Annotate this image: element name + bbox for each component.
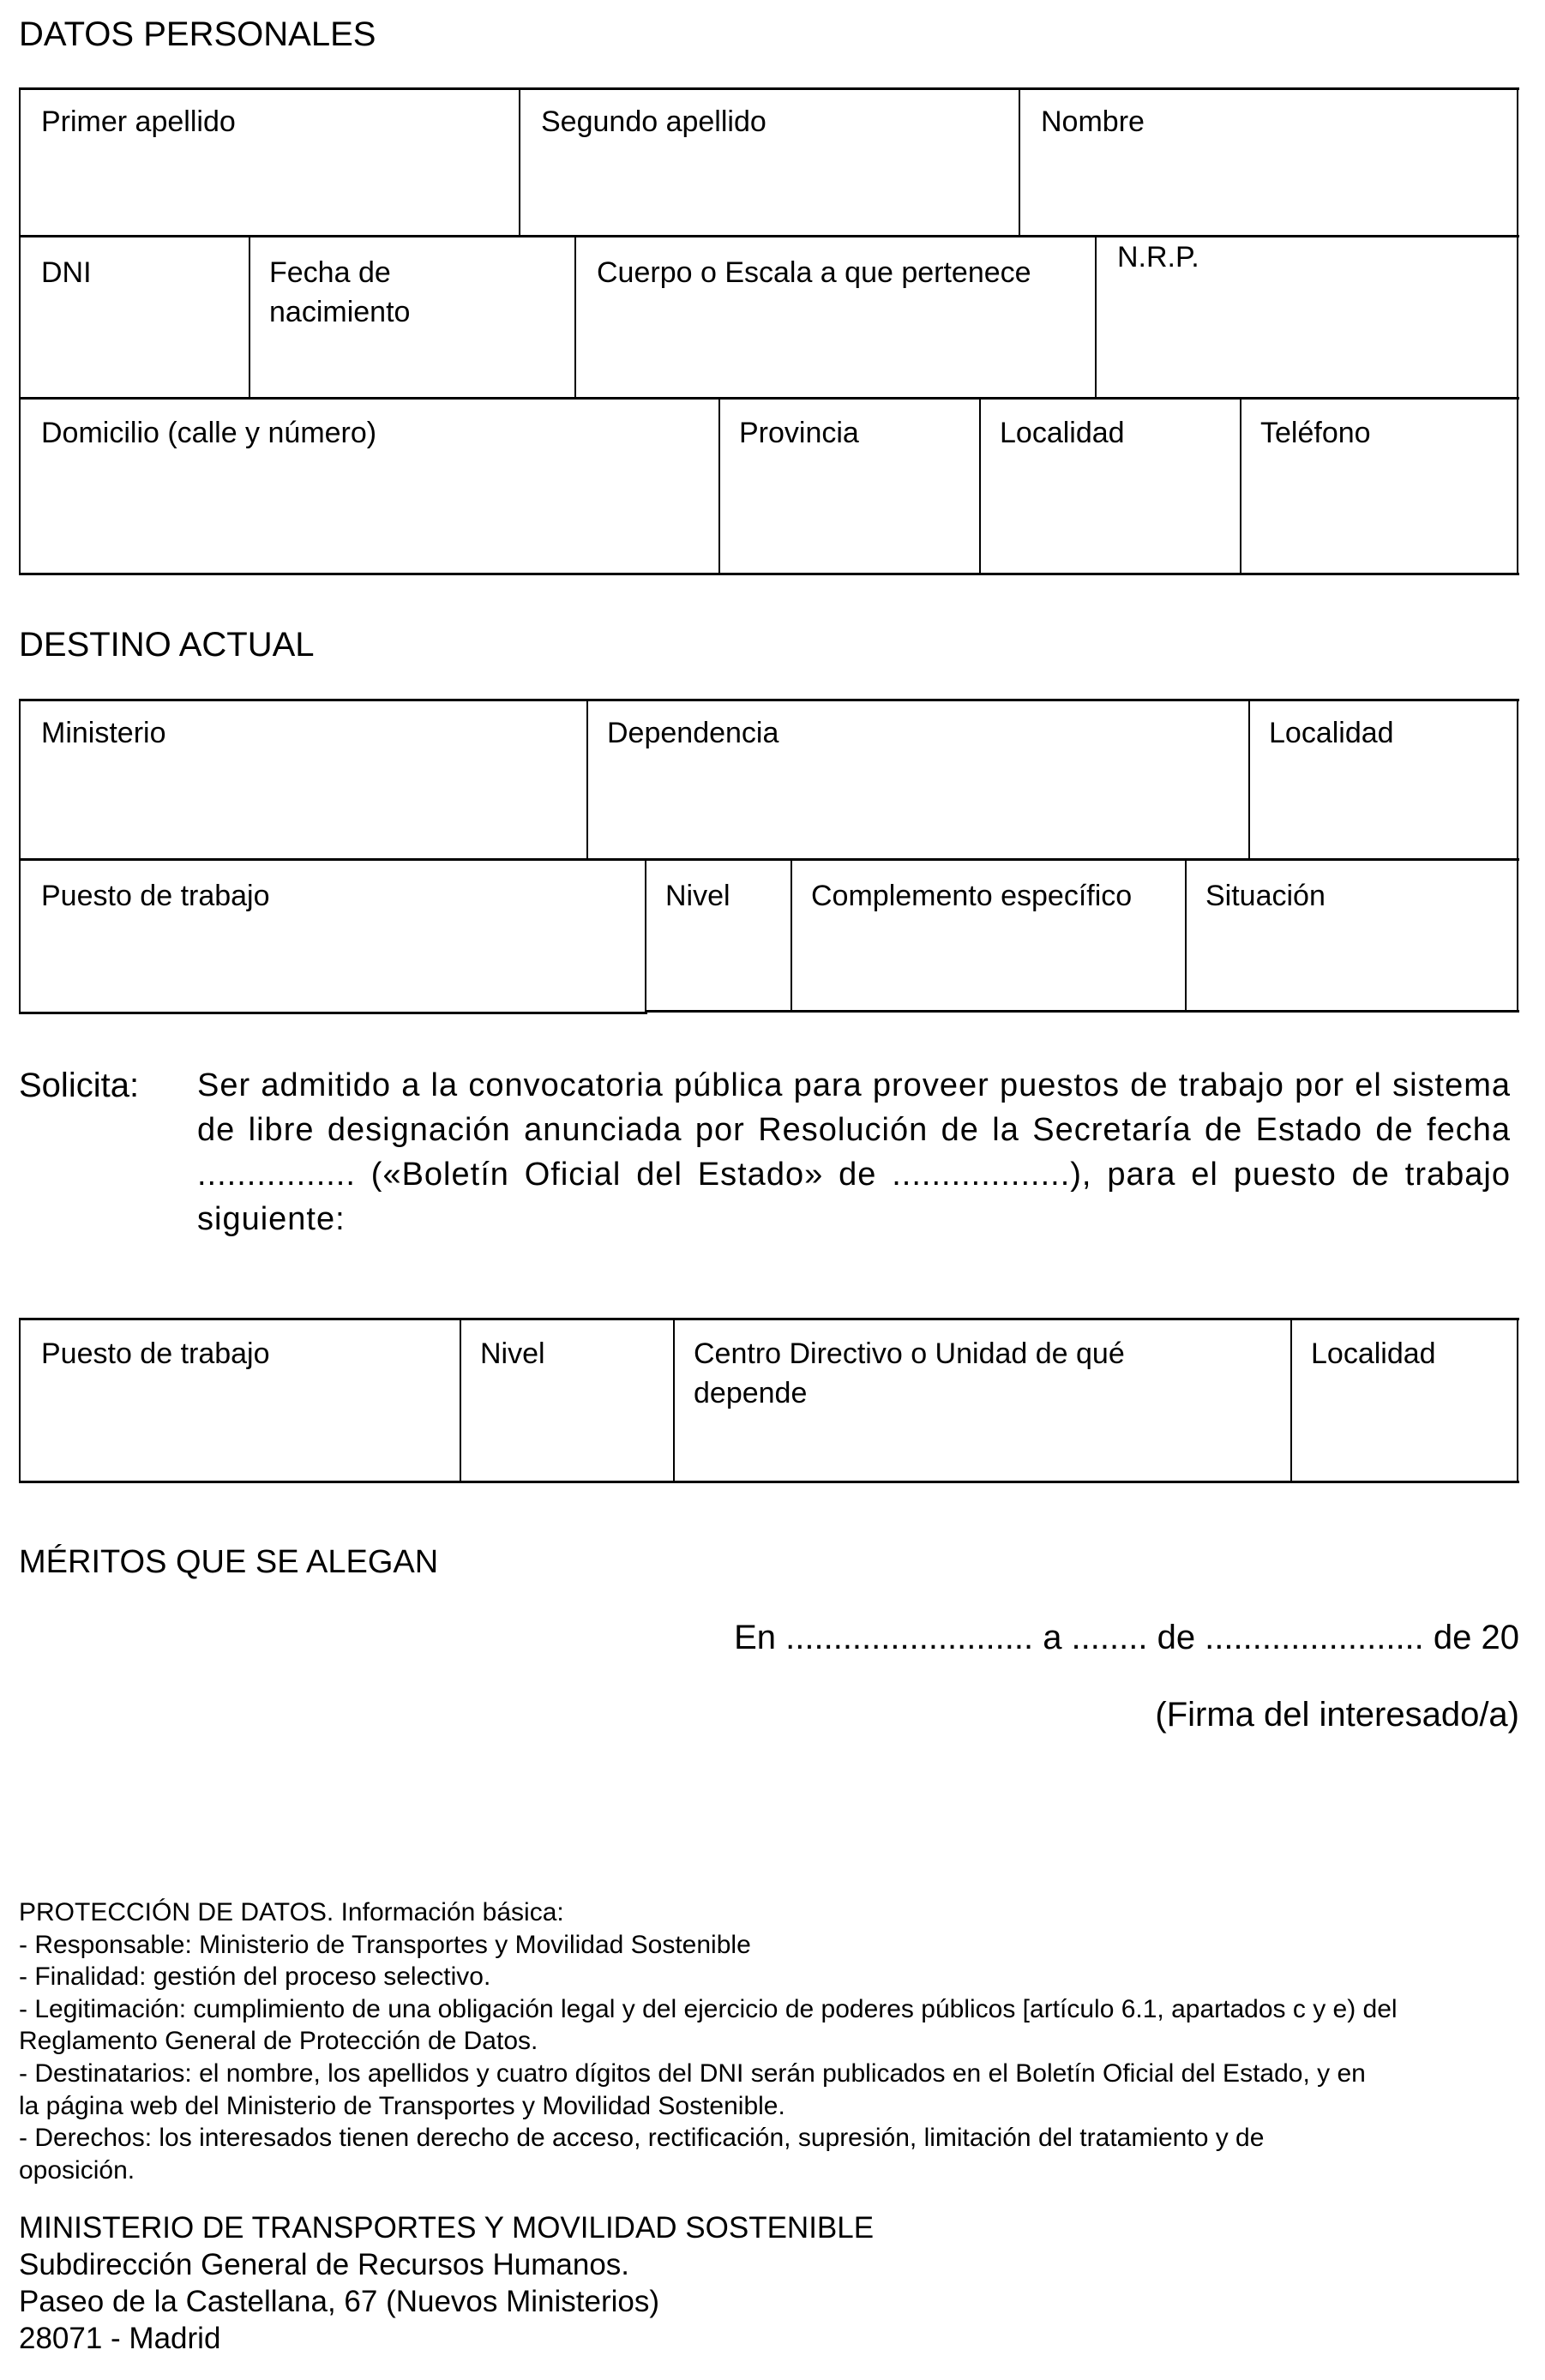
data-protection-finalidad: - Finalidad: gestión del proceso selectivo. [19, 1962, 491, 1992]
fecha-nacimiento-label-line1: Fecha de [269, 256, 391, 289]
address-department: Subdirección General de Recursos Humanos. [19, 2248, 630, 2281]
dependencia-field[interactable] [588, 701, 1248, 858]
nombre-field[interactable] [1020, 90, 1517, 235]
segundo-apellido-field[interactable] [520, 90, 1019, 235]
situacion-field[interactable] [1187, 861, 1517, 1010]
puesto-trabajo-field[interactable] [21, 1320, 460, 1481]
nrp-label: N.R.P. [1117, 241, 1199, 273]
fecha-nacimiento-label-line2: nacimiento [269, 296, 411, 328]
table-border [19, 573, 1519, 575]
data-protection-destinatarios: - Destinatarios: el nombre, los apellidos y cuatro dígitos del DNI serán publicados en el Boletín Oficial del Estado, y en [19, 2058, 1366, 2088]
complemento-especifico-label: Complemento específico [811, 880, 1133, 912]
situacion-label: Situación [1205, 880, 1326, 912]
address-postal-city: 28071 - Madrid [19, 2322, 221, 2355]
destino-actual-heading: DESTINO ACTUAL [19, 626, 315, 664]
ministerio-field[interactable] [21, 701, 586, 858]
solicita-label: Solicita: [19, 1067, 140, 1104]
telefono-label: Teléfono [1260, 417, 1371, 449]
date-place-line[interactable]: En .......................... a ........ de ....................... de 20 [734, 1619, 1519, 1656]
puesto-nivel-label: Nivel [480, 1337, 545, 1370]
destino-localidad-field[interactable] [1250, 701, 1517, 858]
dependencia-label: Dependencia [607, 717, 779, 749]
table-border [1517, 87, 1518, 575]
signature-label: (Firma del interesado/a) [1155, 1696, 1519, 1734]
primer-apellido-label: Primer apellido [41, 105, 236, 138]
data-protection-destinatarios-cont: la página web del Ministerio de Transportes y Movilidad Sostenible. [19, 2091, 785, 2120]
data-protection-title: PROTECCIÓN DE DATOS. Información básica: [19, 1898, 564, 1926]
address-ministry: MINISTERIO DE TRANSPORTES Y MOVILIDAD SOSTENIBLE [19, 2211, 875, 2245]
data-protection-derechos: - Derechos: los interesados tienen derecho de acceso, rectificación, supresión, limitación del tratamiento y de [19, 2124, 1265, 2153]
data-protection-derechos-cont: oposición. [19, 2155, 135, 2185]
segundo-apellido-label: Segundo apellido [541, 105, 766, 138]
provincia-label: Provincia [739, 417, 859, 449]
fecha-nacimiento-field[interactable] [250, 237, 574, 397]
destino-localidad-label: Localidad [1269, 717, 1394, 749]
nombre-label: Nombre [1041, 105, 1145, 138]
puesto-localidad-label: Localidad [1311, 1337, 1436, 1370]
data-protection-responsable: - Responsable: Ministerio de Transportes y Movilidad Sostenible [19, 1930, 751, 1959]
provincia-field[interactable] [720, 400, 979, 573]
destino-nivel-label: Nivel [665, 880, 730, 912]
dni-field[interactable] [21, 237, 249, 397]
domicilio-field[interactable] [21, 400, 718, 573]
dni-label: DNI [41, 256, 92, 289]
nrp-field[interactable] [1097, 237, 1517, 397]
cuerpo-escala-label: Cuerpo o Escala a que pertenece [597, 256, 1031, 289]
table-border [1517, 699, 1518, 1013]
localidad-label: Localidad [1000, 417, 1125, 449]
data-protection-legitimacion-cont: Reglamento General de Protección de Datos. [19, 2027, 538, 2056]
recipient-address [19, 2209, 874, 2357]
localidad-field[interactable] [981, 400, 1240, 573]
address-street: Paseo de la Castellana, 67 (Nuevos Ministerios) [19, 2285, 660, 2318]
table-border [1517, 1318, 1518, 1483]
destino-puesto-label: Puesto de trabajo [41, 880, 270, 912]
ministerio-label: Ministerio [41, 717, 166, 749]
destino-puesto-field[interactable] [21, 861, 645, 1012]
complemento-especifico-field[interactable] [792, 861, 1185, 1010]
meritos-heading: MÉRITOS QUE SE ALEGAN [19, 1544, 439, 1580]
personal-data-heading: DATOS PERSONALES [19, 15, 376, 53]
primer-apellido-field[interactable] [21, 90, 519, 235]
puesto-nivel-field[interactable] [461, 1320, 673, 1481]
data-protection-notice [19, 1896, 1398, 2186]
data-protection-legitimacion: - Legitimación: cumplimiento de una obligación legal y del ejercicio de poderes públicos [artículo 6.1, apartados c y e) del [19, 1994, 1398, 2023]
table-border [646, 1010, 1519, 1013]
table-border [19, 1481, 1519, 1483]
destino-nivel-field[interactable] [646, 861, 791, 1010]
solicita-text: Ser admitido a la convocatoria pública para proveer puestos de trabajo por el sistema de libre designación anunciada por Resolución de la Secretaría de Estado de fecha ................ («Boletín Oficial del Estado» de ..................), para el puesto de trabajo siguiente: [197, 1067, 1511, 1237]
telefono-field[interactable] [1241, 400, 1517, 573]
centro-directivo-label-line1: Centro Directivo o Unidad de qué [694, 1337, 1125, 1370]
domicilio-label: Domicilio (calle y número) [41, 417, 377, 449]
puesto-trabajo-label: Puesto de trabajo [41, 1337, 270, 1370]
table-border [19, 1012, 647, 1014]
cuerpo-escala-field[interactable] [576, 237, 1095, 397]
centro-directivo-field[interactable] [675, 1320, 1290, 1481]
puesto-localidad-field[interactable] [1292, 1320, 1517, 1481]
centro-directivo-label-line2: depende [694, 1377, 808, 1409]
